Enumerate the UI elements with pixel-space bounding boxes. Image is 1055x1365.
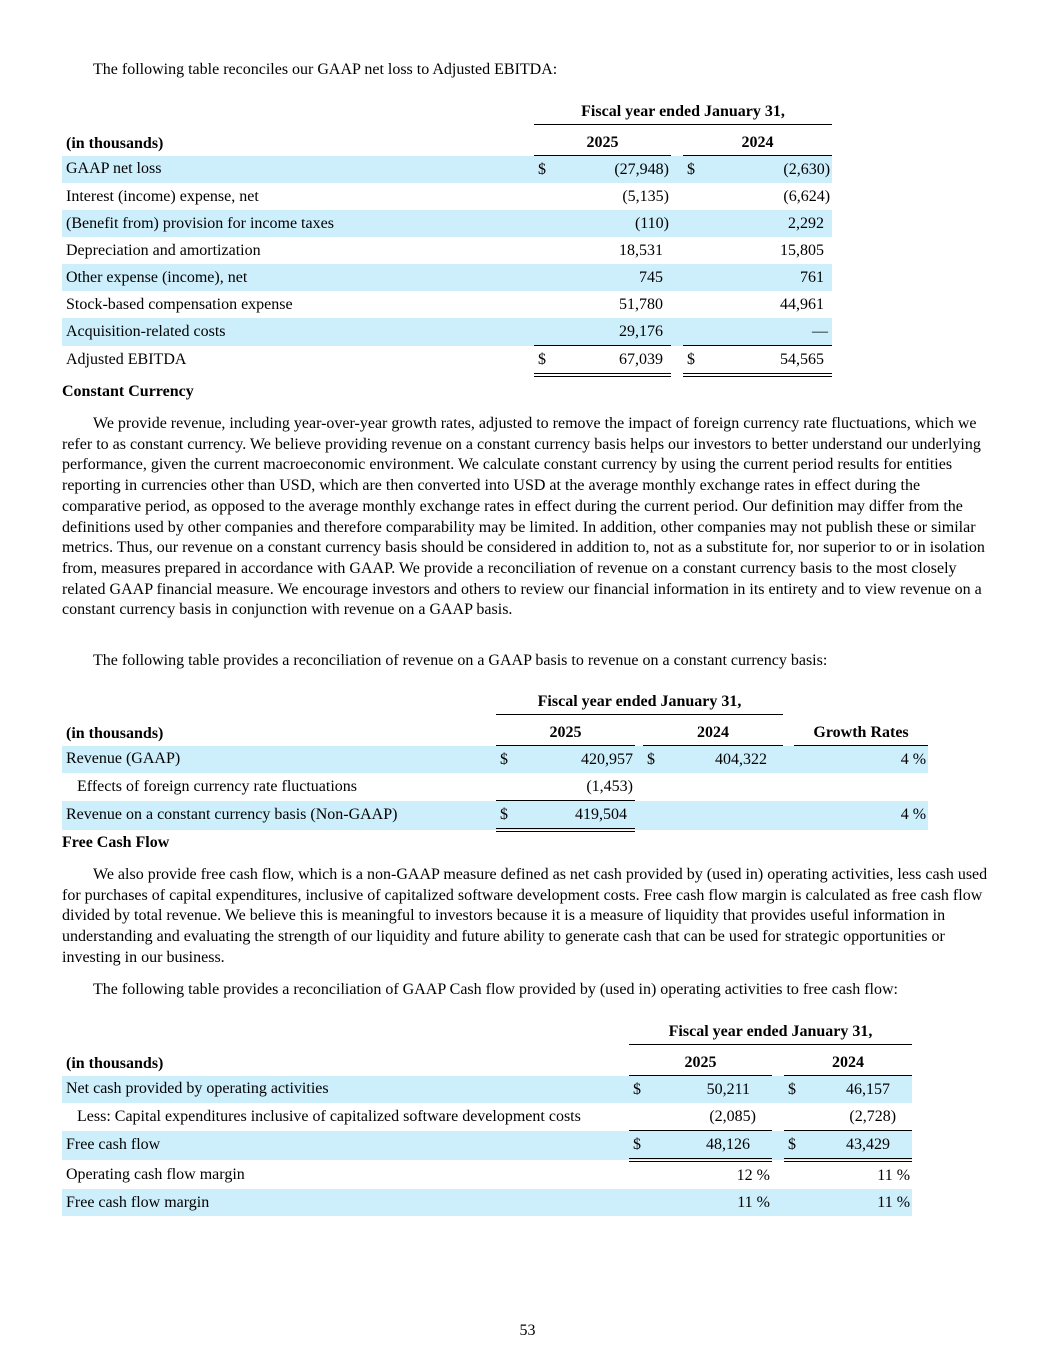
constant-currency-paragraph: We provide revenue, including year-over-year growth rates, adjusted to remove the impact of foreign currency rate fluctuations, which we refer to as constant currency. We believe providing revenue on a constant currency basis helps our investors to better understand our underlying performance, given the current macroeconomic environment. We calculate constant currency by using the current period results for entities reporting in currencies other than USD, which are then converted into USD at the average monthly exchange rates in effect during the comparative period, as opposed to the average monthly exchange rates in effect during the current period. Our definition may differ from the definitions used by other companies and therefore comparability may be limited. In addition, other companies may not publish these or similar metrics. Thus, our revenue on a constant currency basis should be considered in addition to, not as a substitute for, nor superior to or in isolation from, measures prepared in accordance with GAAP. We provide a reconciliation of revenue on a constant currency basis to the most closely related GAAP financial measure. We encourage investors and others to review our financial information in its entirety and to view revenue on a constant currency basis in conjunction with revenue on a GAAP basis. xyxy=(62,415,985,619)
row-label: Revenue (GAAP) xyxy=(62,746,496,774)
unit-label: (in thousands) xyxy=(66,1054,164,1072)
row-label: Less: Capital expenditures inclusive of capitalized software development costs xyxy=(77,1107,581,1125)
value-cell: 43,429 xyxy=(804,1131,912,1161)
intro-free-cash-flow: The following table provides a reconciliation of GAAP Cash flow provided by (used in) operating activities to free cash flow: xyxy=(93,981,898,998)
year-header: 2024 xyxy=(643,715,783,746)
currency-symbol: $ xyxy=(643,746,663,774)
value-cell: (5,135) xyxy=(622,187,669,205)
value-cell: 11 % xyxy=(649,1189,772,1216)
row-label: Stock-based compensation expense xyxy=(66,295,293,313)
year-header: 2025 xyxy=(496,715,635,746)
growth-rates-header: Growth Rates xyxy=(794,715,928,746)
row-label: (Benefit from) provision for income taxes xyxy=(62,210,534,237)
year-header: 2024 xyxy=(784,1045,912,1076)
value-cell: 420,957 xyxy=(516,746,635,774)
year-header: 2025 xyxy=(534,125,671,156)
row-label: Other expense (income), net xyxy=(62,264,534,291)
value-cell: (6,624) xyxy=(783,187,831,205)
currency-symbol: $ xyxy=(784,1076,804,1104)
value-cell: 46,157 xyxy=(804,1076,912,1104)
value-cell: 419,504 xyxy=(516,801,635,831)
currency-symbol: $ xyxy=(496,801,516,831)
value-cell: (27,948) xyxy=(554,156,671,184)
table-row xyxy=(62,264,832,291)
table-row xyxy=(62,156,832,184)
value-cell: 44,961 xyxy=(780,295,825,313)
table-header-row xyxy=(62,715,928,746)
ebitda-table xyxy=(62,94,832,377)
currency-symbol: $ xyxy=(534,156,554,184)
table-row xyxy=(62,746,928,774)
value-cell: (2,085) xyxy=(649,1103,772,1131)
row-label: Interest (income) expense, net xyxy=(66,187,259,205)
growth-rate-cell: 4 % xyxy=(794,746,928,774)
table-row xyxy=(62,1160,912,1189)
section-heading-constant-currency: Constant Currency xyxy=(62,383,194,400)
value-cell: (110) xyxy=(554,210,671,237)
section-heading-free-cash-flow: Free Cash Flow xyxy=(62,834,170,851)
currency-symbol: $ xyxy=(683,156,703,184)
unit-label: (in thousands) xyxy=(66,724,164,742)
currency-symbol: $ xyxy=(496,746,516,774)
table-row xyxy=(62,210,832,237)
row-label: Effects of foreign currency rate fluctuations xyxy=(77,777,358,795)
row-label: Free cash flow margin xyxy=(62,1189,629,1216)
value-cell: 2,292 xyxy=(703,210,832,237)
table-row xyxy=(62,346,832,376)
row-label: Operating cash flow margin xyxy=(66,1165,245,1183)
value-cell: 11 % xyxy=(804,1189,912,1216)
column-group-header: Fiscal year ended January 31, xyxy=(496,684,783,715)
table-row xyxy=(62,237,832,264)
free-cash-flow-table xyxy=(62,1014,912,1216)
value-cell: 54,565 xyxy=(703,346,832,376)
value-cell: 745 xyxy=(554,264,671,291)
year-header: 2025 xyxy=(629,1045,772,1076)
table-row xyxy=(62,183,832,210)
table-header-row xyxy=(62,684,928,715)
table-row xyxy=(62,773,928,801)
value-cell: — xyxy=(703,318,832,346)
intro-constant-currency: The following table provides a reconciliation of revenue on a GAAP basis to revenue on a constant currency basis: xyxy=(93,652,828,669)
growth-rate-cell: 4 % xyxy=(794,801,928,831)
row-label: Adjusted EBITDA xyxy=(66,351,187,369)
value-cell: (2,630) xyxy=(703,156,832,184)
table-row xyxy=(62,291,832,318)
constant-currency-table xyxy=(62,684,928,832)
value-cell: 51,780 xyxy=(619,295,663,313)
row-label: Free cash flow xyxy=(62,1131,629,1161)
column-group-header: Fiscal year ended January 31, xyxy=(534,94,832,125)
table-row xyxy=(62,1076,912,1104)
table-row xyxy=(62,1189,912,1216)
currency-symbol: $ xyxy=(534,346,554,376)
value-cell: 18,531 xyxy=(619,241,663,259)
value-cell: 67,039 xyxy=(554,346,671,376)
row-label: Revenue on a constant currency basis (Non-GAAP) xyxy=(62,801,496,831)
page-number: 53 xyxy=(519,1322,536,1339)
value-cell: 761 xyxy=(703,264,832,291)
table-row xyxy=(62,1131,912,1161)
value-cell: 29,176 xyxy=(554,318,671,346)
value-cell: 11 % xyxy=(877,1166,911,1184)
table-row xyxy=(62,1103,912,1131)
currency-symbol: $ xyxy=(683,346,703,376)
table-header-row xyxy=(62,94,832,125)
value-cell: 404,322 xyxy=(663,746,783,774)
unit-label: (in thousands) xyxy=(66,134,164,152)
row-label: Depreciation and amortization xyxy=(66,241,261,259)
value-cell: (1,453) xyxy=(516,773,635,801)
table-header-row xyxy=(62,1045,912,1076)
row-label: Net cash provided by operating activities xyxy=(62,1076,629,1104)
value-cell: 48,126 xyxy=(649,1131,772,1161)
value-cell: 50,211 xyxy=(649,1076,772,1104)
year-header: 2024 xyxy=(683,125,832,156)
table-header-row xyxy=(62,1014,912,1045)
value-cell: (2,728) xyxy=(804,1103,912,1131)
currency-symbol: $ xyxy=(629,1131,649,1161)
table-header-row xyxy=(62,125,832,156)
currency-symbol: $ xyxy=(784,1131,804,1161)
currency-symbol: $ xyxy=(629,1076,649,1104)
row-label: GAAP net loss xyxy=(62,156,534,184)
value-cell: 15,805 xyxy=(780,241,825,259)
free-cash-flow-paragraph: We also provide free cash flow, which is a non-GAAP measure defined as net cash provided by (used in) operating activities, less cash used for purchases of capital expenditures, inclusive of capitalized software development costs. Free cash flow margin is calculated as free cash flow divided by total revenue. We believe this is meaningful to investors because it is a measure of liquidity that provides useful information in understanding and evaluating the strength of our liquidity and future ability to generate cash that can be used for strategic opportunities or investing in our business. xyxy=(62,866,988,966)
column-group-header: Fiscal year ended January 31, xyxy=(629,1014,912,1045)
row-label: Acquisition-related costs xyxy=(62,318,534,346)
table-row xyxy=(62,318,832,346)
intro-ebitda: The following table reconciles our GAAP net loss to Adjusted EBITDA: xyxy=(93,61,558,78)
value-cell: 12 % xyxy=(736,1166,770,1184)
table-row xyxy=(62,801,928,831)
